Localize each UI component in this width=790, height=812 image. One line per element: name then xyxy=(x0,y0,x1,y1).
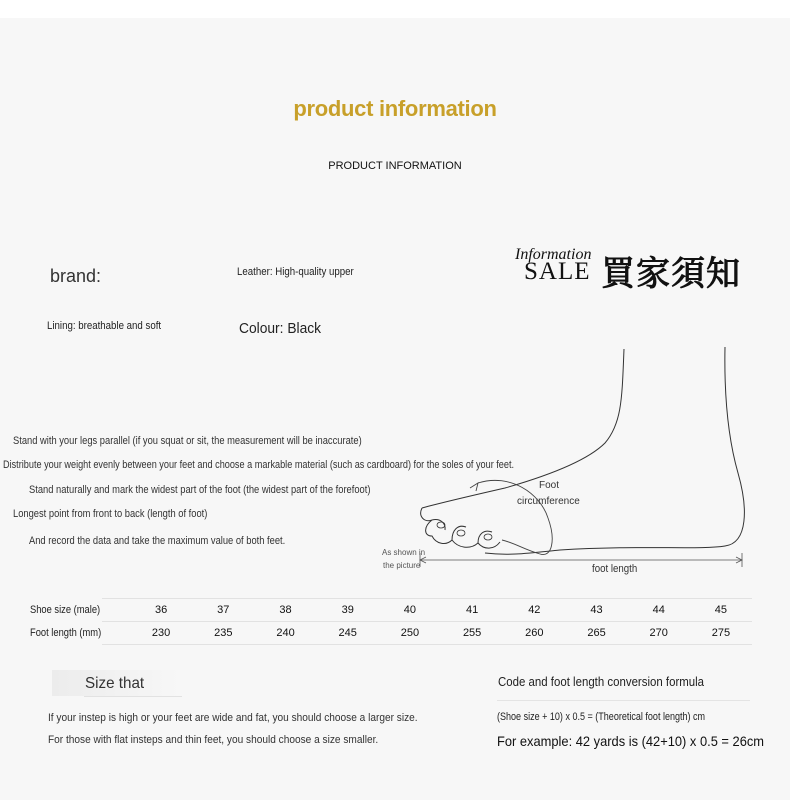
foot-length-label: foot length xyxy=(592,563,638,575)
table-cell: 255 xyxy=(462,626,482,639)
table-cell: 36 xyxy=(154,603,168,616)
instruction-4: Longest point from front to back (length of foot) xyxy=(13,508,208,520)
page-subtitle: PRODUCT INFORMATION xyxy=(328,160,462,172)
table-cell: 37 xyxy=(217,603,230,616)
table-cell: 40 xyxy=(403,603,417,616)
size-advice-line2: For those with flat insteps and thin feet, you should choose a size smaller. xyxy=(48,734,379,746)
formula-text: (Shoe size + 10) x 0.5 = (Theoretical foot length) cm xyxy=(497,711,706,723)
as-shown-line2: the picture xyxy=(383,561,421,570)
colour-spec: Colour: Black xyxy=(239,320,322,337)
sale-word: SALE xyxy=(524,258,591,285)
table-cell: 270 xyxy=(649,626,668,639)
table-cell: 45 xyxy=(714,603,728,616)
size-chart-table xyxy=(30,598,752,644)
table-cell: 275 xyxy=(711,626,731,639)
table-cell: 39 xyxy=(341,603,354,616)
formula-heading: Code and foot length conversion formula xyxy=(498,674,705,689)
foot-length-row xyxy=(30,621,752,644)
product-info-page xyxy=(0,18,790,800)
sale-info-logo xyxy=(515,246,755,306)
foot-label-line2: circumference xyxy=(517,496,580,507)
page-title: product information xyxy=(293,96,497,121)
formula-example: For example: 42 yards is (42+10) x 0.5 = 26cm xyxy=(497,733,765,749)
table-cell: 42 xyxy=(528,603,541,616)
table-cell: 44 xyxy=(652,603,665,616)
table-cell: 38 xyxy=(279,603,292,616)
table-cell: 260 xyxy=(525,626,544,639)
table-cell: 245 xyxy=(338,626,357,639)
instruction-2: Distribute your weight evenly between your feet and choose a markable material (such as cardboard) for the soles of your feet. xyxy=(3,459,515,471)
buyer-notice-chinese: 買家須知 xyxy=(601,254,741,294)
table-cell: 43 xyxy=(590,603,603,616)
foot-length-row-label: Foot length (mm) xyxy=(30,626,102,639)
foot-label-line1: Foot xyxy=(539,480,560,491)
table-cell: 250 xyxy=(400,626,420,639)
instruction-1: Stand with your legs parallel (if you squat or sit, the measurement will be inaccurate) xyxy=(13,435,362,447)
size-advice-heading: Size that xyxy=(85,675,145,692)
table-cell: 265 xyxy=(587,626,606,639)
formula-divider xyxy=(497,700,750,701)
sale-info-word: Information xyxy=(515,246,592,263)
table-cell: 240 xyxy=(276,626,295,639)
shoe-size-label: Shoe size (male) xyxy=(30,603,101,616)
brand-label: brand: xyxy=(50,266,102,286)
shoe-size-row xyxy=(30,598,752,621)
foot-toes-outline xyxy=(421,508,500,548)
table-cell: 235 xyxy=(214,626,233,639)
size-advice-line1: If your instep is high or your feet are wide and fat, you should choose a larger size. xyxy=(48,712,418,724)
foot-heel-outline xyxy=(485,347,744,554)
leather-spec: Leather: High-quality upper xyxy=(237,266,354,278)
lining-spec: Lining: breathable and soft xyxy=(47,320,162,332)
size-heading-divider xyxy=(84,696,182,697)
table-cell: 41 xyxy=(465,603,479,616)
instruction-5: And record the data and take the maximum value of both feet. xyxy=(29,535,286,547)
instruction-3: Stand naturally and mark the widest part of the foot (the widest part of the forefoot) xyxy=(29,484,371,496)
foot-top-outline xyxy=(422,349,624,508)
table-cell: 230 xyxy=(151,626,171,639)
as-shown-line1: As shown in xyxy=(382,548,426,557)
